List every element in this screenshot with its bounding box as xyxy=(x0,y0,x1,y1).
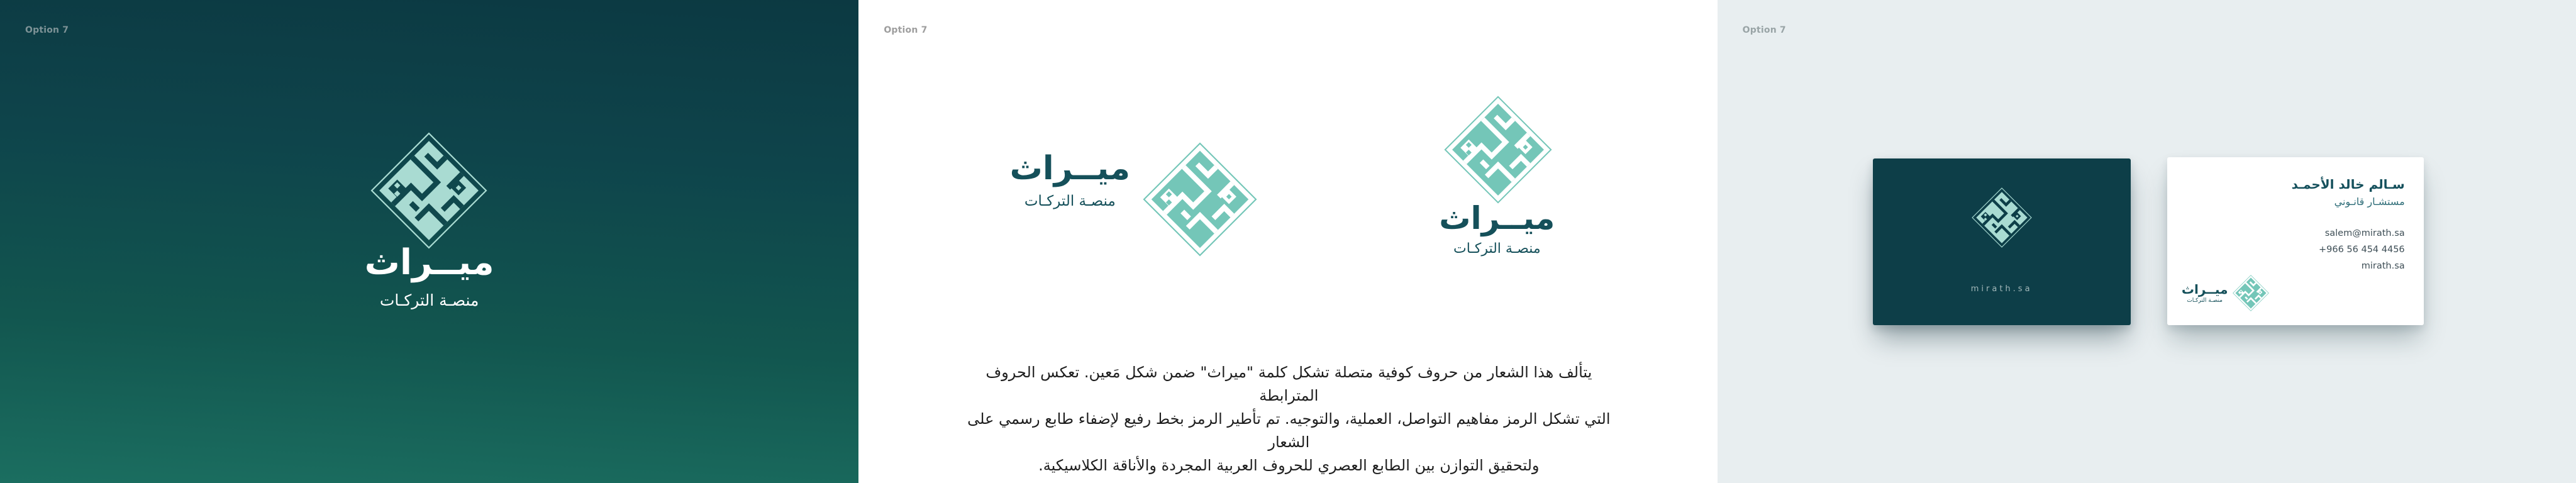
brand-tagline: منصـة التركـات xyxy=(1453,241,1541,257)
panel-lockups-description xyxy=(858,0,1717,483)
option-label: Option 7 xyxy=(884,25,928,35)
brand-wordmark: ميــراث xyxy=(364,242,494,283)
panel-primary-logo xyxy=(0,0,858,483)
vertical-lockup-text xyxy=(1426,201,1568,257)
brand-tagline: منصـة التركـات xyxy=(1024,193,1116,210)
brand-wordmark: ميــراث xyxy=(2181,281,2228,297)
description-line: التي تشكل الرمز مفاهيم التواصل، العملية، والتوجيه. تم تأطير الرمز بخط رفيع لإضفاء طابع رسمي على الشعار xyxy=(967,410,1611,451)
card-holder-name: سـالم خالد الأحمـد xyxy=(2291,177,2405,192)
business-card-front xyxy=(2167,157,2424,325)
horizontal-lockup-text xyxy=(1000,151,1140,211)
brand-tagline: منصـة التركـات xyxy=(379,291,479,309)
panel-business-cards xyxy=(1718,0,2576,483)
brand-tagline: منصـة التركـات xyxy=(2187,297,2223,304)
brand-wordmark: ميــراث xyxy=(1439,200,1555,236)
kufic-diamond-icon xyxy=(1444,96,1552,204)
logo-description xyxy=(964,361,1613,477)
business-card-back xyxy=(1873,158,2131,325)
card-contact-lines xyxy=(2191,225,2405,274)
kufic-diamond-icon xyxy=(370,132,487,249)
card-contact-block xyxy=(2191,176,2405,274)
brand-wordmark: ميــراث xyxy=(1009,150,1131,187)
card-logo-lockup xyxy=(2180,275,2269,311)
card-website: mirath.sa xyxy=(2361,260,2405,271)
option-label: Option 7 xyxy=(1742,25,1786,35)
description-line: ولتحقيق التوازن بين الطابع العصري للحروف العربية المجردة والأناقة الكلاسيكية. xyxy=(1038,457,1540,474)
card-phone: +966 56 454 4456 xyxy=(2318,244,2405,255)
card-email: salem@mirath.sa xyxy=(2324,228,2405,238)
kufic-diamond-icon xyxy=(1143,142,1257,257)
card-website: mirath.sa xyxy=(1970,284,2033,294)
kufic-diamond-icon xyxy=(1972,187,2032,248)
kufic-diamond-icon xyxy=(2233,275,2269,311)
option-label: Option 7 xyxy=(25,25,69,35)
card-holder-title: مستشـار قانـوني xyxy=(2334,196,2405,208)
description-line: يتألف هذا الشعار من حروف كوفية متصلة تشكل كلمة "ميراث" ضمن شكل مَعين. تعكس الحروف المترابطة xyxy=(985,364,1592,404)
card-logo-text xyxy=(2180,282,2230,304)
